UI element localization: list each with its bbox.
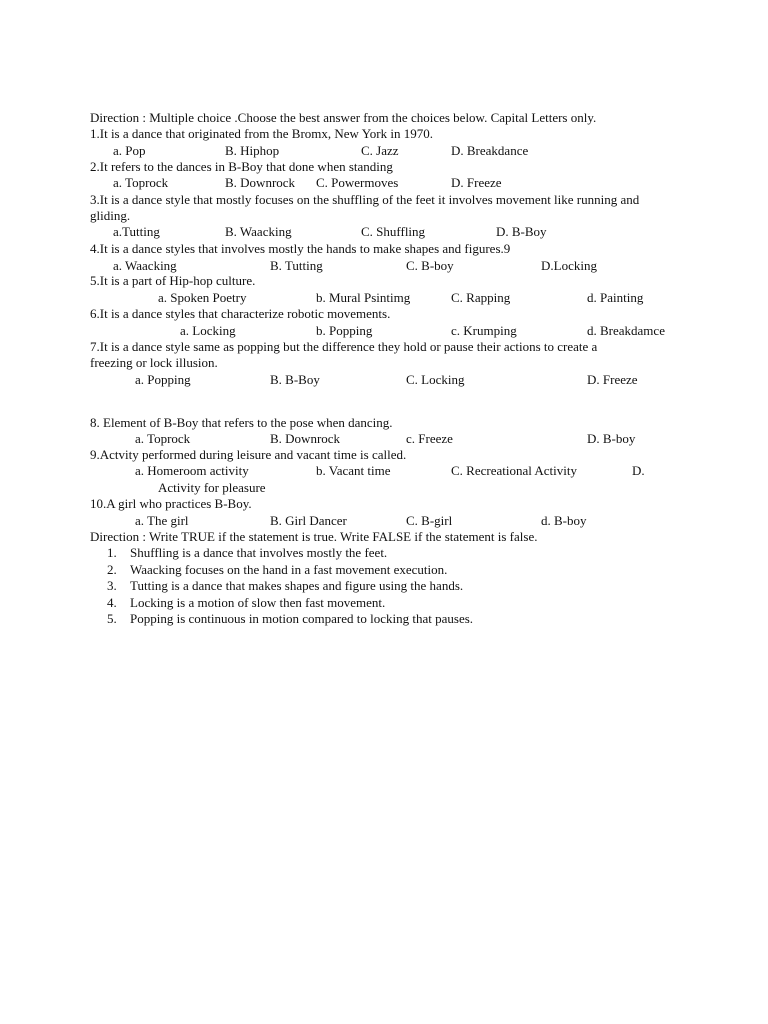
tf-item-statement: Tutting is a dance that makes shapes and figure using the hands. [130,578,464,593]
question-1-choice-b: B. Hiphop [225,143,280,158]
question-1-choice-c: C. Jazz [361,143,399,158]
question-3-choice-b: B. Waacking [225,224,292,239]
question-1-choice-a: a. Pop [113,143,146,158]
question-7-choice-a: a. Popping [135,372,191,387]
question-7-choice-c: C. Locking [406,372,465,387]
question-4-choice-d: D.Locking [541,258,597,273]
question-5-choice-a: a. Spoken Poetry [158,290,247,305]
tf-item-number: 4. [107,595,117,610]
question-9-choice-b: b. Vacant time [316,463,391,478]
question-9-text: 9.Actvity performed during leisure and vacant time is called. [90,447,407,462]
question-10-choice-d: d. B-boy [541,513,587,528]
question-4-choice-c: C. B-boy [406,258,454,273]
question-2-choice-b: B. Downrock [225,175,296,190]
question-7-text-line-1: 7.It is a dance style same as popping but the difference they hold or pause their actions to create a [90,339,598,354]
question-6-choice-d: d. Breakdamce [587,323,665,338]
question-6-text: 6.It is a dance styles that characterize robotic movements. [90,306,391,321]
question-7-choice-d: D. Freeze [587,372,638,387]
question-8-choice-b: B. Downrock [270,431,341,446]
question-5-choice-c: C. Rapping [451,290,511,305]
question-1-text: 1.It is a dance that originated from the Bromx, New York in 1970. [90,126,433,141]
question-10-choice-b: B. Girl Dancer [270,513,347,528]
question-4-text: 4.It is a dance styles that involves mostly the hands to make shapes and figures.9 [90,241,511,256]
question-10-choice-a: a. The girl [135,513,189,528]
question-4-choice-a: a. Waacking [113,258,177,273]
direction-true-false: Direction : Write TRUE if the statement is true. Write FALSE if the statement is false. [90,529,538,544]
question-9-choice-d-continued: Activity for pleasure [158,480,266,495]
question-7-text-line-2: freezing or lock illusion. [90,355,218,370]
tf-item-statement: Shuffling is a dance that involves mostly the feet. [130,545,388,560]
question-9-choice-c: C. Recreational Activity [451,463,577,478]
question-9-choice-d: D. [632,463,645,478]
question-10-text: 10.A girl who practices B-Boy. [90,496,252,511]
question-2-choice-d: D. Freeze [451,175,502,190]
question-6-choice-c: c. Krumping [451,323,517,338]
question-9-choice-a: a. Homeroom activity [135,463,249,478]
tf-item-statement: Locking is a motion of slow then fast movement. [130,595,386,610]
question-3-text-line-1: 3.It is a dance style that mostly focuses on the shuffling of the feet it involves movement like running and [90,192,640,207]
tf-item-statement: Popping is continuous in motion compared to locking that pauses. [130,611,474,626]
question-2-choice-c: C. Powermoves [316,175,399,190]
question-5-text: 5.It is a part of Hip-hop culture. [90,273,256,288]
question-5-choice-d: d. Painting [587,290,644,305]
question-8-choice-c: c. Freeze [406,431,453,446]
tf-item-number: 3. [107,578,117,593]
question-6-choice-b: b. Popping [316,323,373,338]
tf-item-number: 2. [107,562,117,577]
question-2-text: 2.It refers to the dances in B-Boy that done when standing [90,159,393,174]
tf-item-number: 5. [107,611,117,626]
question-3-text-line-2: gliding. [90,208,131,223]
question-5-choice-b: b. Mural Psintimg [316,290,411,305]
question-7-choice-b: B. B-Boy [270,372,320,387]
direction-multiple-choice: Direction : Multiple choice .Choose the best answer from the choices below. Capital Letters only. [90,110,597,125]
question-3-choice-d: D. B-Boy [496,224,547,239]
question-8-choice-d: D. B-boy [587,431,636,446]
question-8-choice-a: a. Toprock [135,431,191,446]
question-2-choice-a: a. Toprock [113,175,169,190]
question-6-choice-a: a. Locking [180,323,236,338]
question-3-choice-c: C. Shuffling [361,224,426,239]
tf-item-statement: Waacking focuses on the hand in a fast movement execution. [130,562,448,577]
question-4-choice-b: B. Tutting [270,258,323,273]
tf-item-number: 1. [107,545,117,560]
question-8-text: 8. Element of B-Boy that refers to the pose when dancing. [90,415,393,430]
question-10-choice-c: C. B-girl [406,513,453,528]
question-3-choice-a: a.Tutting [113,224,160,239]
question-1-choice-d: D. Breakdance [451,143,529,158]
